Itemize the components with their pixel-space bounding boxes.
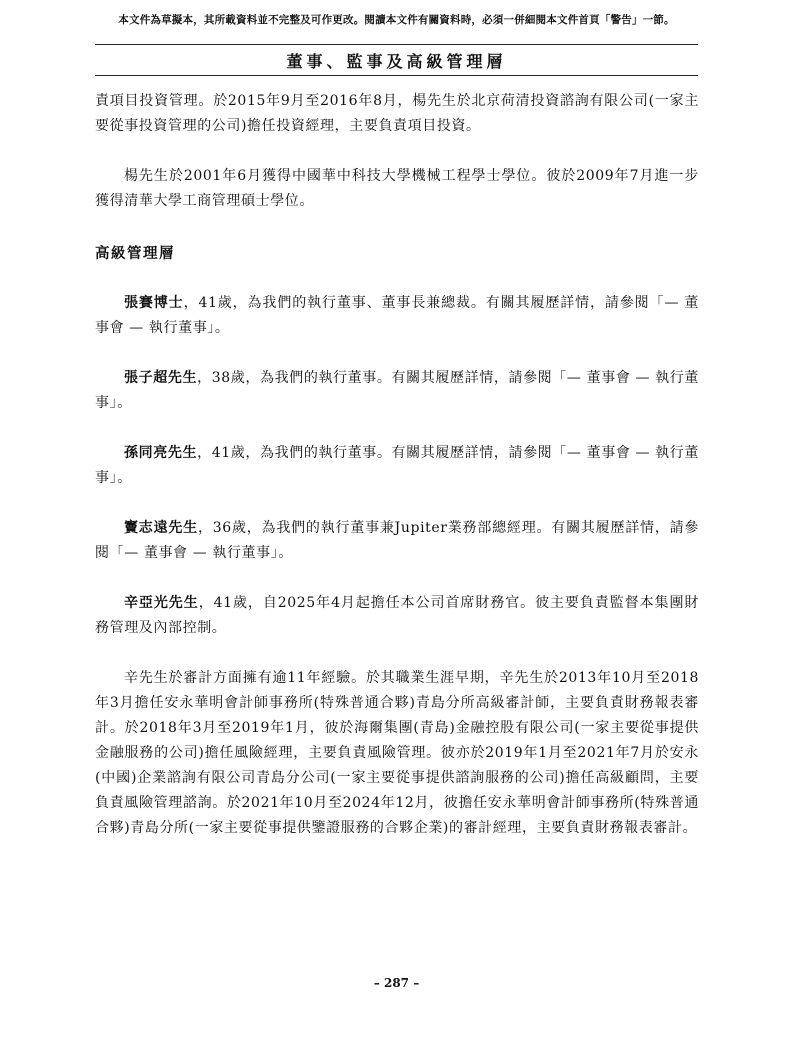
person-name: 張子超先生 <box>124 370 198 386</box>
page-number: – 287 – <box>373 976 420 990</box>
draft-warning: 本文件為草擬本，其所載資料並不完整及可作更改。閱讀本文件有關資料時，必須一併細閱本文件首頁「警告」一節。 <box>118 14 675 26</box>
person-name: 張賽博士 <box>124 295 184 311</box>
header-bottom-rule <box>95 75 698 76</box>
paragraph-person-dou-zhiyuan <box>95 516 699 566</box>
paragraph-person-sun-tongliang <box>95 441 699 491</box>
paragraph-yang-education: 楊先生於2001年6月獲得中國華中科技大學機械工程學士學位。彼於2009年7月進一步獲得清華大學工商管理碩士學位。 <box>95 168 699 209</box>
page-content <box>95 89 699 841</box>
paragraph-xin-experience: 辛先生於審計方面擁有逾11年經驗。於其職業生涯早期，辛先生於2013年10月至2018年3月擔任安永華明會計師事務所(特殊普通合夥)青島分所高級審計師，主要負責財務報表審計。於2018年3月至2019年1月，彼於海爾集團(青島)金融控股有限公司(一家主要從事提供金融服務的公司)擔任風險經理，主要負責風險管理。彼亦於2019年1月至2021年7月於安永(中國)企業諮詢有限公司青島分公司(一家主要從事提供諮詢服務的公司)擔任高級顧問，主要負責風險管理諮詢。於2021年10月至2024年12月，彼擔任安永華明會計師事務所(特殊普通合夥)青島分所(一家主要從事提供鑒證服務的合夥企業)的審計經理，主要負責財務報表審計。 <box>95 670 699 836</box>
senior-management-heading: 高級管理層 <box>95 245 175 262</box>
person-description: ，41歲，自2025年4月起擔任本公司首席財務官。彼主要負責監督本集團財務管理及內部控制。 <box>95 595 700 636</box>
person-description: ，36歲，為我們的執行董事兼Jupiter業務部總經理。有關其履歷詳情，請參閱「— 董事會 — 執行董事」。 <box>95 520 699 561</box>
section-title: 董事、監事及高級管理層 <box>286 52 507 71</box>
person-name: 竇志遠先生 <box>124 520 198 536</box>
paragraph-person-zhang-zichao <box>95 366 699 416</box>
person-description: ，41歲，為我們的執行董事。有關其履歷詳情，請參閱「— 董事會 — 執行董事」。 <box>95 445 699 486</box>
header-top-rule <box>95 44 698 45</box>
paragraph-person-xin-yaguang <box>95 591 699 641</box>
person-name: 辛亞光先生 <box>124 595 199 611</box>
person-description: ，38歲，為我們的執行董事。有關其履歷詳情，請參閱「— 董事會 — 執行董事」。 <box>95 370 699 411</box>
person-description: ，41歲，為我們的執行董事、董事長兼總裁。有關其履歷詳情，請參閱「— 董事會 — 執行董事」。 <box>95 295 699 336</box>
paragraph-person-zhang-sai <box>95 291 699 341</box>
person-name: 孫同亮先生 <box>124 445 198 461</box>
paragraph-yang-experience: 責項目投資管理。於2015年9月至2016年8月，楊先生於北京荷清投資諮詢有限公司(一家主要從事投資管理的公司)擔任投資經理，主要負責項目投資。 <box>95 93 699 134</box>
